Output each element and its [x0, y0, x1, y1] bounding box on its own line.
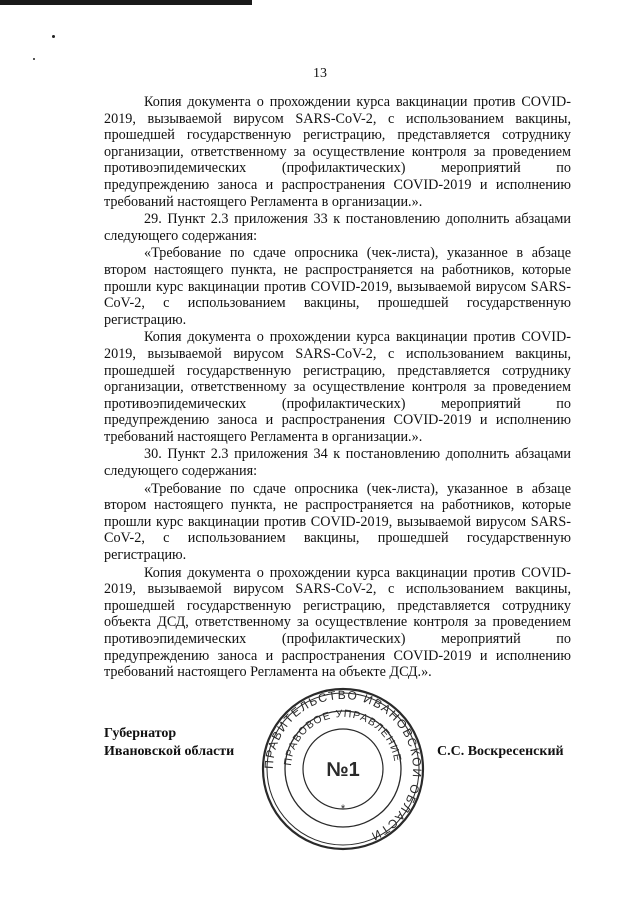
seal-center-number: №1 — [326, 759, 360, 781]
scan-speck — [52, 35, 55, 38]
signatory-title-line: Губернатор — [104, 726, 177, 741]
paragraph: Копия документа о прохождении курса вакцинации против COVID-2019, вызываемой вирусом SARS-CoV-2, с использованием вакцины, прошедшей государственную регистрацию, представляется сотруднику организации, ответственному за осуществление контроля за проведением противоэпидемических (профилактических) мероприятий по предупреждению заноса и распространения COVID-2019 и исполнению требований настоящего Регламента в организации.». — [104, 329, 571, 445]
paragraph: «Требование по сдаче опросника (чек-листа), указанное в абзаце втором настоящего пункта, не распространяется на работников, которые прошли курс вакцинации против COVID-2019, вызываемой вирусом SARS-CoV-2, с использованием вакцины, прошедшей государственную регистрацию. — [104, 480, 571, 564]
official-seal — [260, 686, 426, 852]
page-number: 13 — [313, 66, 327, 81]
paragraph: Копия документа о прохождении курса вакцинации против COVID-2019, вызываемой вирусом SARS-CoV-2, с использованием вакцины, прошедшей государственную регистрацию, представляется сотруднику организации, ответственному за осуществление контроля за проведением противоэпидемических (профилактических) мероприятий по предупреждению заноса и распространения COVID-2019 и исполнению требований настоящего Регламента в организации.». — [104, 94, 571, 210]
seal-star: * — [340, 803, 346, 815]
paragraph: 29. Пункт 2.3 приложения 33 к постановлению дополнить абзацами следующего содержания: — [104, 211, 571, 244]
signatory-title-line: Ивановской области — [104, 744, 235, 759]
paragraph: 30. Пункт 2.3 приложения 34 к постановлению дополнить абзацами следующего содержания: — [104, 446, 571, 480]
seal-inner-text: ПРАВОВОЕ УПРАВЛЕНИЕ — [281, 707, 404, 767]
paragraph: Копия документа о прохождении курса вакцинации против COVID-2019, вызываемой вирусом SARS-CoV-2, с использованием вакцины, прошедшей государственную регистрацию, представляется сотруднику объекта ДСД, ответственному за осуществление контроля за проведением противоэпидемических (профилактических) мероприятий по предупреждению заноса и распространения COVID-2019 и исполнению требований настоящего Регламента на объекте ДСД.». — [104, 564, 571, 681]
seal-outer-text: ПРАВИТЕЛЬСТВО ИВАНОВСКОЙ ОБЛАСТИ — [261, 687, 425, 844]
scan-speck — [33, 58, 35, 60]
document-body — [104, 94, 571, 681]
scan-top-edge — [0, 0, 252, 5]
signatory-title — [104, 725, 234, 761]
paragraph: «Требование по сдаче опросника (чек-листа), указанное в абзаце втором настоящего пункта, не распространяется на работников, которые прошли курс вакцинации против COVID-2019, вызываемой вирусом SARS-CoV-2, с использованием вакцины, прошедшей государственную регистрацию. — [104, 245, 571, 328]
signatory-name: С.С. Воскресенский — [437, 744, 564, 759]
